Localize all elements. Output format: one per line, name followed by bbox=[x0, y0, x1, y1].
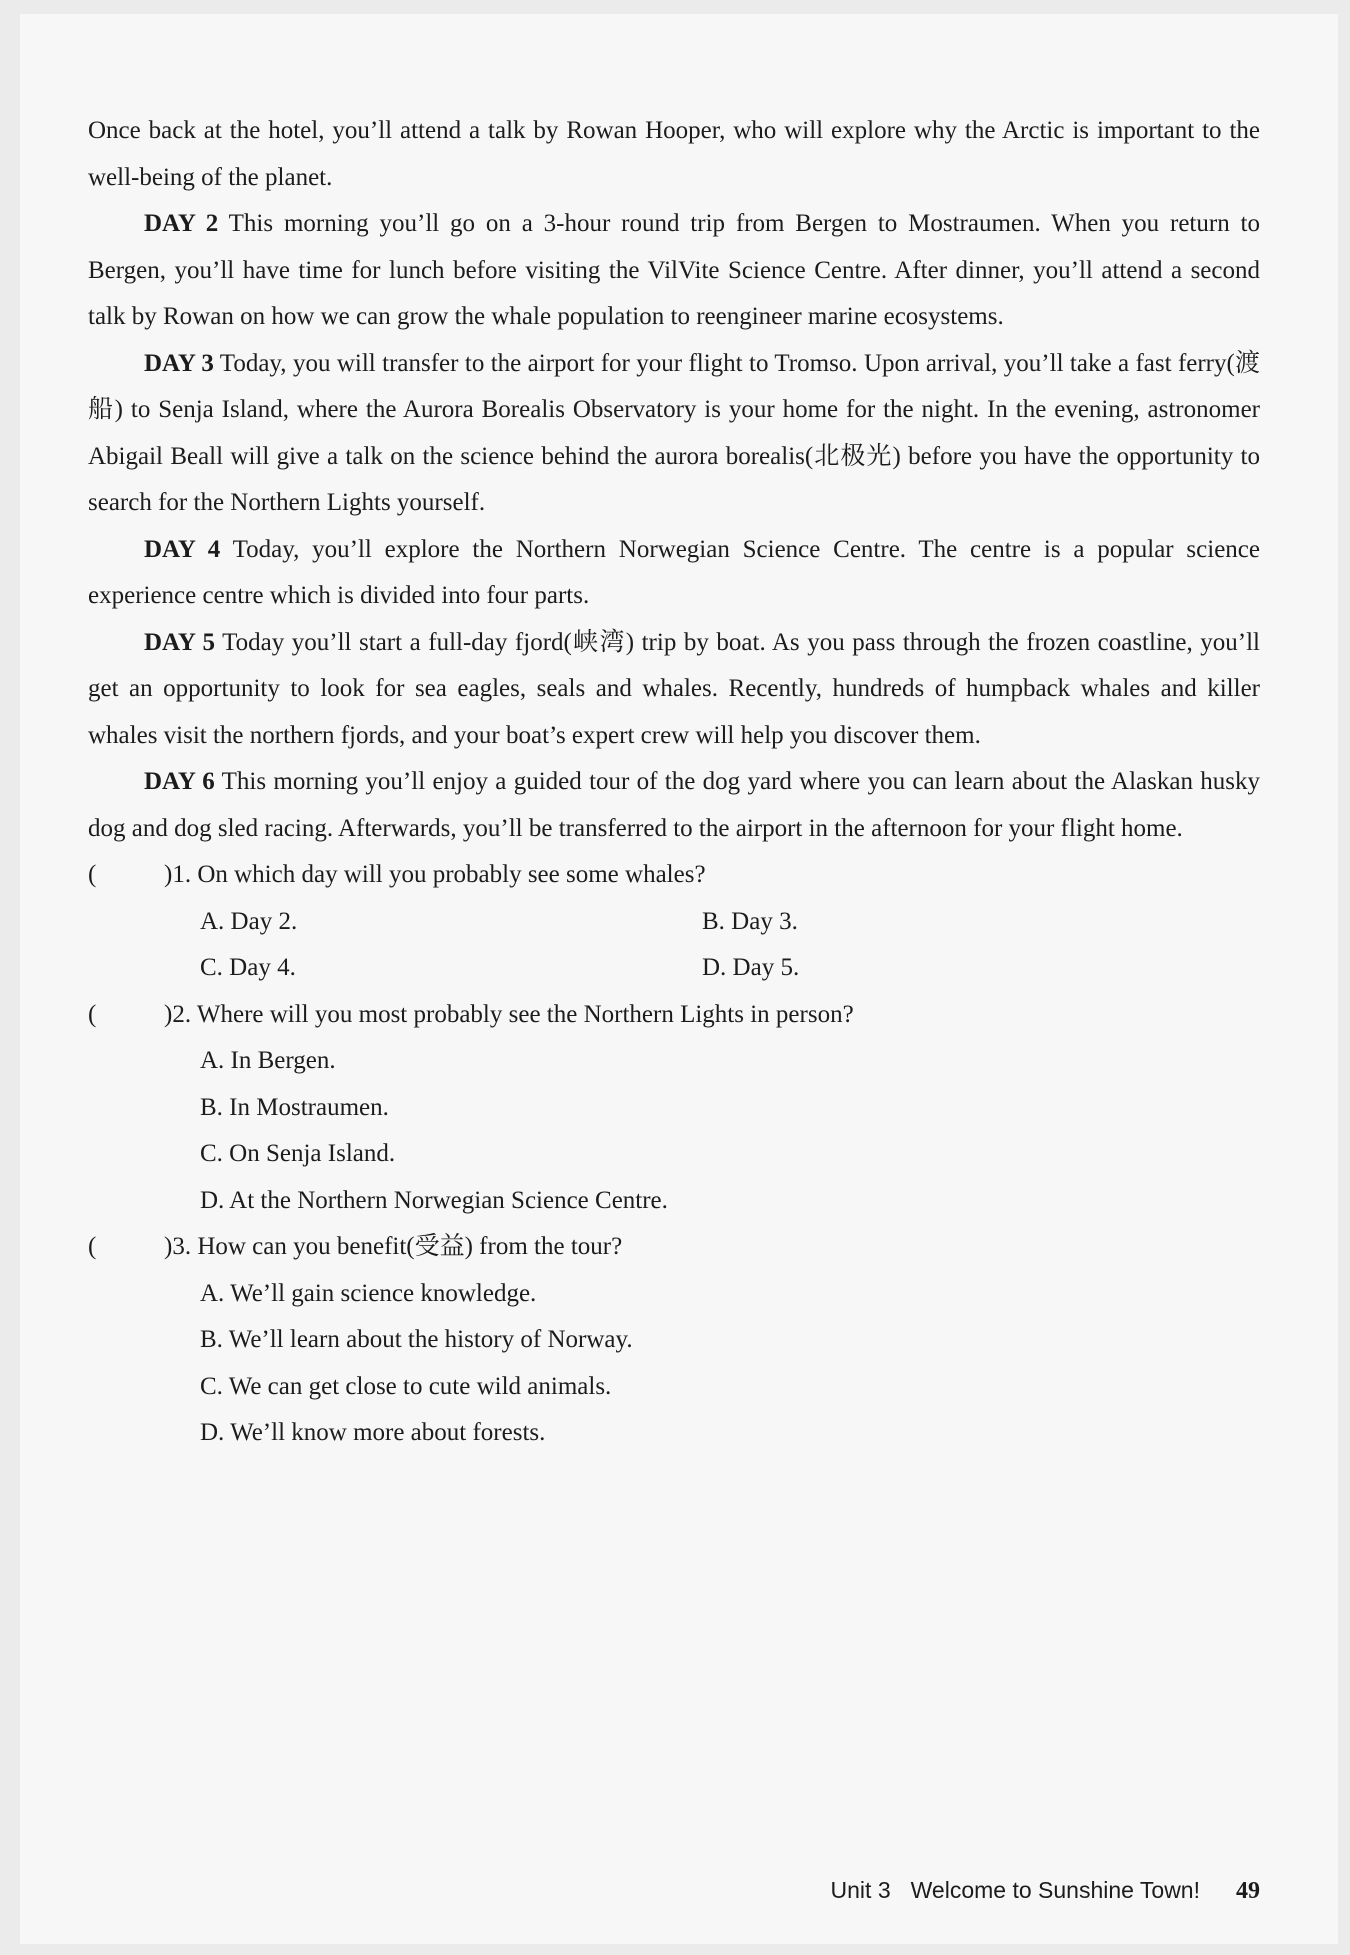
day-6-label: DAY 6 bbox=[144, 768, 215, 795]
question-3 bbox=[88, 1224, 1260, 1271]
day-5-paragraph bbox=[88, 620, 1260, 760]
option-c: C. Day 4. bbox=[200, 954, 296, 981]
day-2-text: This morning you’ll go on a 3-hour round trip from Bergen to Mostraumen. When you return to Bergen, you’ll have time for lunch before visiting the VilVite Science Centre. After dinner, you’ll attend a second talk by Rowan on how we can grow the whale population to reengineer marine ecosystems. bbox=[88, 210, 1260, 330]
option-b: B. We’ll learn about the history of Norway. bbox=[200, 1326, 633, 1353]
page-footer bbox=[798, 1877, 1260, 1913]
question-stem: )3. How can you benefit(受益) from the tour? bbox=[164, 1233, 623, 1260]
page-number: 49 bbox=[1236, 1878, 1260, 1904]
question-2 bbox=[88, 992, 1260, 1039]
answer-blank-open-paren: ( bbox=[88, 1233, 97, 1260]
option-c: C. We can get close to cute wild animals. bbox=[200, 1372, 612, 1400]
option-b: B. Day 3. bbox=[702, 907, 798, 935]
option-a: A. In Bergen. bbox=[200, 1047, 336, 1074]
day-3-paragraph bbox=[88, 341, 1260, 527]
options-row bbox=[88, 899, 1260, 946]
option-a: A. Day 2. bbox=[200, 907, 298, 935]
day-2-paragraph bbox=[88, 201, 1260, 341]
answer-blank-open-paren: ( bbox=[88, 1000, 97, 1028]
day-4-paragraph bbox=[88, 527, 1260, 620]
option-b: B. In Mostraumen. bbox=[200, 1093, 389, 1121]
document-page bbox=[20, 14, 1338, 1944]
option-a: A. We’ll gain science knowledge. bbox=[200, 1279, 537, 1307]
option-d: D. At the Northern Norwegian Science Centre. bbox=[200, 1186, 668, 1214]
day-3-label: DAY 3 bbox=[144, 349, 214, 377]
page-content bbox=[88, 108, 1260, 1457]
question-stem: )1. On which day will you probably see some whales? bbox=[164, 861, 706, 888]
day-3-text: Today, you will transfer to the airport for your flight to Tromso. Upon arrival, you’ll take a fast ferry(渡船) to Senja Island, where the Aurora Borealis Observatory is your home for the night. In the evening, astronomer Abigail Beall will give a talk on the science behind the aurora borealis(北极光) before you have the opportunity to search for the Northern Lights yourself. bbox=[88, 349, 1260, 516]
day-4-label: DAY 4 bbox=[144, 535, 221, 563]
day-6-text: This morning you’ll enjoy a guided tour of the dog yard where you can learn about the Alaskan husky dog and dog sled racing. Afterwards, you’ll be transferred to the airport in the afternoon for your flight home. bbox=[88, 768, 1260, 842]
question-1 bbox=[88, 852, 1260, 899]
day-4-text: Today, you’ll explore the Northern Norwegian Science Centre. The centre is a popular science experience centre which is divided into four parts. bbox=[88, 535, 1260, 609]
intro-paragraph: Once back at the hotel, you’ll attend a talk by Rowan Hooper, who will explore why the Arctic is important to the well-being of the planet. bbox=[88, 117, 1260, 191]
day-6-paragraph bbox=[88, 759, 1260, 852]
answer-blank-open-paren: ( bbox=[88, 861, 97, 888]
option-c: C. On Senja Island. bbox=[200, 1140, 396, 1167]
option-d: D. Day 5. bbox=[702, 954, 800, 981]
option-d: D. We’ll know more about forests. bbox=[200, 1419, 546, 1446]
day-5-label: DAY 5 bbox=[144, 628, 215, 656]
question-stem: )2. Where will you most probably see the Northern Lights in person? bbox=[164, 1000, 854, 1028]
day-2-label: DAY 2 bbox=[144, 210, 219, 237]
footer-unit-title: Welcome to Sunshine Town! bbox=[910, 1877, 1200, 1903]
footer-unit: Unit 3 bbox=[830, 1877, 891, 1903]
day-5-text: Today you’ll start a full-day fjord(峡湾) trip by boat. As you pass through the frozen coastline, you’ll get an opportunity to look for sea eagles, seals and whales. Recently, hundreds of humpback whales and killer whales visit the northern fjords, and your boat’s expert crew will help you discover them. bbox=[88, 628, 1260, 749]
options-row bbox=[88, 945, 1260, 992]
